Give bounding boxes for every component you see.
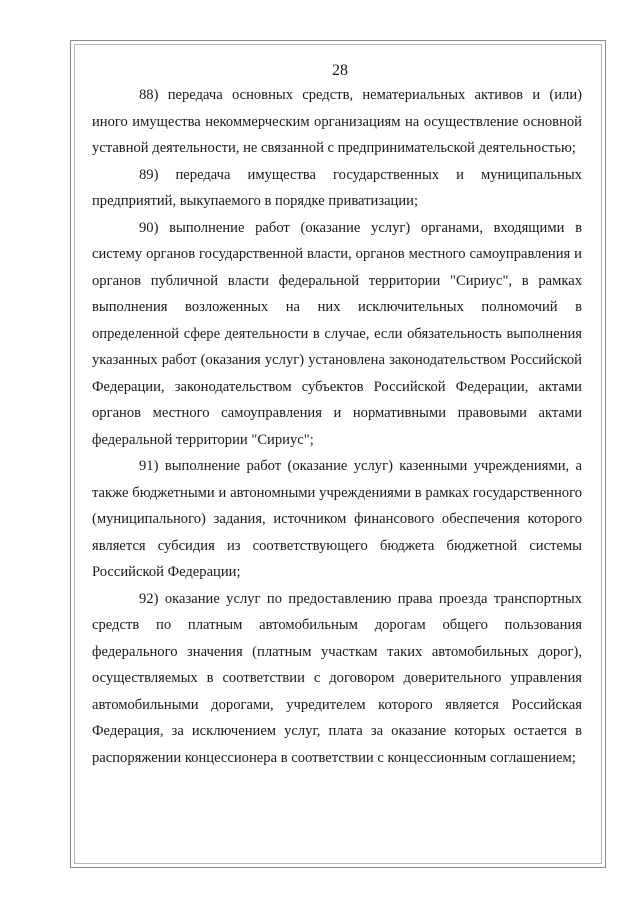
paragraph-item-91: 91) выполнение работ (оказание услуг) казенными учреждениями, а также бюджетными и автономными учреждениями в рамках государственного (муниципального) задания, источником финансового обеспечения которого является субсидия из соответствующего бюджета бюджетной системы Российской Федерации; [92, 458, 582, 580]
page-number: 28 [332, 62, 348, 79]
paragraph-item-89: 89) передача имущества государственных и муниципальных предприятий, выкупаемого в порядке приватизации; [92, 166, 582, 209]
paragraph-item-92: 92) оказание услуг по предоставлению права проезда транспортных средств по платным автомобильным дорогам общего пользования федерального значения (платным участкам таких автомобильных дорог), осуществляемых в соответствии с договором доверительного управления автомобильными дорогами, учредителем которого является Российская Федерация, за исключением услуг, плата за оказание которых остается в распоряжении концессионера в соответствии с концессионным соглашением; [92, 590, 582, 766]
document-body [92, 82, 582, 771]
paragraph-item-88: 88) передача основных средств, нематериальных активов и (или) иного имущества некоммерческим организациям на осуществление основной уставной деятельности, не связанной с предпринимательской деятельностью; [92, 87, 582, 156]
paragraph-item-90: 90) выполнение работ (оказание услуг) органами, входящими в систему органов государственной власти, органов местного самоуправления и органов публичной власти федеральной территории "Сириус", в рамках выполнения возложенных на них исключительных полномочий в определенной сфере деятельности в случае, если обязательность выполнения указанных работ (оказания услуг) установлена законодательством Российской Федерации, законодательством субъектов Российской Федерации, актами органов местного самоуправления и нормативными правовыми актами федеральной территории "Сириус"; [92, 219, 582, 448]
